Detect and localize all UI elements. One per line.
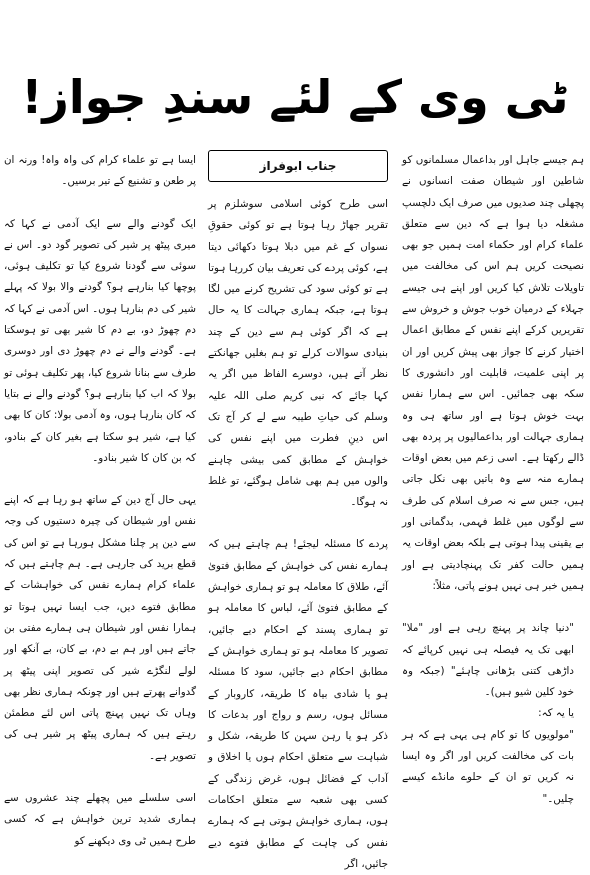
text-line: تلاش کیا کریں اور اپنے ہی جیسے جہلاء کے درمیان [402, 281, 584, 316]
text-line: ہمیں حالت کفر تک پہنچادیتی ہے اور ہمیں خبر ہی نہیں [402, 558, 584, 592]
text-line: صلی اللہ علیہ وسلم کی حیاتِ طیبہ سے لے کر آج تک [208, 389, 388, 423]
article-title: ٹی وی کے لئے سندِ جواز! [21, 70, 569, 124]
text-line: اسی سلسلے میں پچھلے چند عشروں سے ہماری [4, 792, 196, 826]
quote-line: کہ داڑھی کتنی بڑھانی چاہئے" (جبکہ وہ خود [402, 643, 574, 699]
quote-line: بات کی مخالفت کریں اور اگر وہ ایسا نہ کریں تو [402, 750, 574, 784]
text-line: میری پیٹھ پر شیر کی تصویر گود دو۔ اس نے سوئی سے گودنا [4, 238, 196, 273]
author-byline: جناب ابوفراز [208, 150, 388, 182]
text-line: سے بنانا شروع کیا، پھر تکلیف ہوئی تو بولا کہ اب کیا [4, 366, 196, 400]
text-line: پاتی اس لئے مطمئن رہتے ہیں کہ ہماری پیٹھ پر شیر ہی [4, 707, 196, 741]
text-line: ہمارے نفس کی خواہش کے مطابق فتویٰ آئے، طلاق [208, 559, 388, 594]
text-line: طریقہ، کاروبار کے مسائل ہوں، رسم و رواج اور [208, 687, 388, 721]
text-line: جاتے ہیں اور ہم بے دم، بے کان، بے آنکھ اور لولے [4, 643, 196, 677]
text-line: ہونے پاتی، مثلاً: [432, 579, 499, 592]
quote-line: "دنیا چاند پر پہنچ رہی ہے اور [429, 622, 574, 635]
text-line: خوب جوش و خروش سے تقریریں کرکے اپنے نفس [402, 303, 584, 337]
text-line: بدعات کا ذکر ہو یا رہن سہن کا طریقہ، شکل و شباہت [208, 708, 388, 764]
text-line: چلنا مشکل ہورہا ہے تو اس کی قطع برید کی جارہی ہے۔ [4, 536, 197, 571]
text-line: یہی حال آج دین کے ساتھ ہو رہا ہے کہ اپنے [4, 494, 196, 507]
text-line: احکام دیے جائیں، سود کا مسئلہ ہو یا شادی بیاہ کا [208, 666, 388, 700]
text-line: شدید ترین خواہش ہے کہ کسی طرح ہمیں ٹی وی دیکھنے کو [4, 813, 196, 847]
text-line: شاطین اور شیطان صفت انسانوں نے پچھلی چند [402, 175, 584, 209]
text-line: اس دینِ فطرت میں اپنے نفس کی خواہش کے مطابق [208, 432, 388, 466]
quote-line: کلین شیو ہیں)۔ [484, 686, 555, 699]
text-line: اسی طرح کوئی اسلامی سوشلزم پر تقریر جھاڑ رہا [208, 198, 388, 232]
text-line: ہوں، وہ آدمی بولا: کان کا بھی کیا ہے، شیر ہو سکتا ہے بغیر [4, 409, 196, 443]
text-line: کمی بیشی چاہنے والوں میں ہم بھی شامل ہوگئے، تو [208, 453, 388, 487]
paragraph [4, 150, 196, 193]
text-line: احکامات ہوں، ہماری خواہش ہوتی ہے کہ ہمارے [208, 794, 388, 828]
paragraph [208, 194, 388, 513]
text-line: بنارہے ہو؟ گودنے والے نے بتایا کہ کان بنارہا [4, 387, 196, 422]
text-line: ہم چاہتے ہیں کہ علماء کرام ہمارے نفس کی [4, 558, 197, 592]
quote-line: "مولویوں کا تو کام ہی یہی ہے کہ ہر [402, 728, 574, 741]
text-line: بنیادی سوالات کرلے تو ہم بغلیں جھانکتے نظر آتے [208, 347, 388, 381]
text-line: کے تیر برسیں۔ [61, 175, 125, 188]
text-line: ہم جیسے جاہل اور بداعمال مسلمانوں کو [402, 154, 584, 166]
text-line: ساتھ ہی وہ ہماری جہالت اور بداعمالیوں پر پردہ بھی [402, 409, 584, 443]
text-line: ہوتا تو ہمارا نفس اور شیطان ہی ہمارے مفتی بن [4, 600, 196, 634]
paragraph [4, 490, 196, 767]
text-line: خواہشات کے مطابق فتوے دیں، جب ایسا نہیں [4, 579, 196, 613]
text-line: کی تصویر ہے۔ [4, 728, 196, 762]
text-line: شروع کیا تو تکلیف ہوئی، پوچھا کیا بنارہے ہو؟ [4, 260, 196, 294]
paragraph [208, 534, 388, 875]
text-line: کے مطابق اعمال اختیار کرنے کا جواز بھی پیش کریں [402, 324, 584, 358]
text-line: گودنے والا بولا کہ پہلے شیر کی دم بنارہا ہوں۔ اس [4, 281, 196, 315]
text-line: اور ان پر اپنی علمیت، قابلیت اور دانشوری کا سکہ بھی [402, 345, 584, 401]
text-line: بدگمانی اور بے یقینی پیدا ہوتی ہے بلکہ بعض اوقات یہ [402, 516, 584, 550]
text-line: ایسا ہے تو علماء کرام کی واہ واہ! ورنہ ان پر طعن و تشنیع [4, 154, 196, 188]
text-line: دیتا ہے، کوئی پردے کی تعریف بیان کررہا ہوتا ہے تو [208, 240, 389, 296]
text-line: جہالت کا یہ حال ہے کہ اگر کوئی ہم سے دین کے چند [208, 304, 388, 338]
quote-line: ان کے حلوے مانڈے کیسے چلیں۔" [402, 771, 574, 805]
quote-block [402, 618, 584, 703]
text-line: بھی نصیحت کریں ہم اس کی مخالفت میں تاویلات [402, 239, 584, 294]
text-line: لباس کا معاملہ ہو تو ہماری پسند کے احکام دیے [208, 602, 388, 636]
column-left [4, 150, 197, 847]
text-line: ہے۔ گودنے والے نے دم چھوڑ دی اور دوسری طرف [4, 345, 196, 379]
paragraph [4, 214, 196, 470]
paragraph [4, 788, 196, 852]
text-line: کوئی سود کی تشریح کرنے میں لگا ہوتا ہے، جبکہ ہماری [208, 283, 388, 317]
text-line: نفس اور شیطان کی چیرہ دستیوں کی وجہ سے دین پر [4, 515, 197, 549]
paragraph-intro [402, 150, 584, 597]
text-line: غلط نہ ہوگا۔ [208, 474, 388, 509]
text-line: لنگڑے شیر کی تصویر اپنی پیٹھ پر گدوانے پھرتے [4, 664, 196, 698]
text-line: جمائیں۔ اس سے ہمارا نفس بہت خوش ہوتا ہے اور [402, 388, 584, 422]
text-line: کا معاملہ ہو تو ہماری خواہش کے مطابق فتویٰ آئے، [208, 581, 388, 615]
quote-line: "ملا" ابھی تک یہ فیصلہ ہی نہیں کرپائے [402, 622, 574, 656]
quote-block [402, 725, 584, 810]
text-line: سے متعلق احکام ہوں یا اخلاق و آداب کے فضائل [208, 751, 388, 785]
text-line: ایک گودنے والے سے ایک آدمی نے کہا کہ [4, 217, 196, 230]
text-line: دین سے متعلق علماء کرام اور حکماء امت ہمیں جو [402, 217, 584, 252]
text-line: آدمی نے کہا کہ دم چھوڑ دو، بے دم کا شیر بھی تو ہوسکتا [4, 302, 196, 337]
text-line: نفس کی چاہت کے مطابق فتوے دیے جائیں، اگر [208, 836, 388, 870]
text-line: ڈالے رکھتا ہے۔ اسی زعم میں بعض اوقات ہمارے [402, 452, 584, 486]
text-line: ہیں، دوسرے الفاظ میں اگر یہ کہا جائے کہ نبی کریم [208, 368, 388, 402]
text-line: صدیوں میں صرف ایک دلچسپ مشغلہ دیا ہوا ہے کہ [402, 196, 584, 230]
text-line: منہ سے وہ باتیں بھی نکل جاتی ہیں، جس سے نہ [402, 473, 584, 507]
column-right [402, 150, 584, 805]
text-line: ہیں اور چونکہ ہماری نظر بھی وہاں تک نہیں پہنچ [4, 685, 197, 720]
quote-intro: یا یہ کہ: [538, 707, 574, 720]
text-line: جائیں، تصویر کا معاملہ ہو تو ہماری خواہش کے مطابق [208, 623, 388, 679]
text-line: پردے کا مسئلہ لیجئے! ہم چاہتے ہیں کہ [208, 538, 388, 551]
text-line: صرف اسلام کی طرف سے لوگوں میں غلط فہمی، [402, 494, 584, 529]
text-line: کان کے بنادو، کہ بن کان کا شیر بنادو۔ [4, 430, 196, 464]
column-middle [208, 150, 389, 870]
text-line: ہوتا ہے تو کوئی حقوقِ نسواں کے غم میں دبلا ہوتا دکھائی [208, 219, 388, 253]
text-line: ہوں، غرض زندگی کے کسی بھی شعبہ سے متعلق [208, 772, 388, 807]
